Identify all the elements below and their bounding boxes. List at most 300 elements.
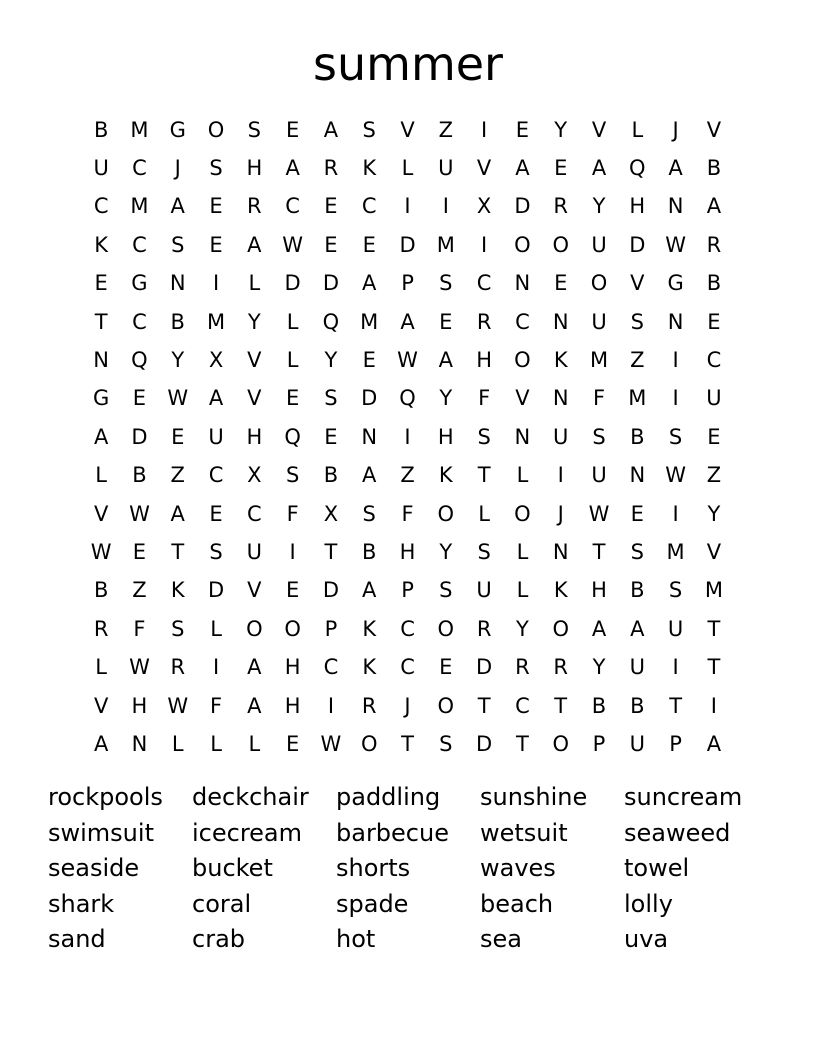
grid-letter: L	[286, 309, 299, 334]
grid-letter: M	[360, 309, 379, 334]
grid-letter: T	[477, 693, 491, 718]
grid-letter: W	[588, 501, 610, 526]
grid-letter: K	[94, 232, 109, 257]
grid-letter: M	[206, 309, 226, 334]
grid-letter: D	[284, 271, 301, 296]
grid-letter: I	[557, 463, 564, 488]
grid-letter: D	[361, 386, 378, 411]
grid-letter: E	[515, 117, 530, 142]
grid-letter: P	[669, 731, 682, 756]
grid-letter: L	[95, 655, 107, 680]
grid-letter: A	[438, 348, 453, 373]
grid-letter: L	[516, 539, 529, 564]
grid-letter: A	[591, 156, 607, 181]
grid-letter: H	[246, 424, 263, 449]
grid-letter: W	[167, 693, 189, 718]
grid-letter: Q	[284, 424, 301, 449]
grid-letter: R	[361, 693, 377, 718]
grid-letter: L	[248, 731, 261, 756]
grid-letter: T	[171, 539, 185, 564]
grid-letter: A	[591, 616, 607, 641]
grid-letter: S	[171, 232, 185, 257]
grid-letter: W	[397, 348, 418, 373]
grid-letter: U	[591, 463, 607, 488]
grid-letter: Q	[399, 386, 416, 411]
grid-letter: J	[404, 693, 411, 718]
grid-letter: T	[477, 463, 491, 488]
grid-letter: E	[94, 271, 108, 296]
grid-letter: I	[481, 117, 488, 142]
grid-letter: C	[247, 501, 262, 526]
grid-letter: G	[131, 271, 148, 296]
grid-letter: I	[710, 693, 717, 718]
grid-letter: Y	[592, 655, 606, 680]
grid-letter: I	[672, 348, 679, 373]
grid-letter: I	[327, 693, 335, 718]
grid-letter: W	[90, 539, 112, 564]
grid-letter: E	[285, 578, 300, 603]
grid-letter: A	[170, 194, 185, 219]
grid-letter: B	[706, 156, 722, 181]
grid-letter: R	[553, 194, 568, 219]
grid-letter: A	[630, 616, 645, 641]
grid-letter: L	[516, 463, 529, 488]
grid-letter: A	[93, 731, 109, 756]
word-list-item: coral	[192, 889, 252, 918]
grid-letter: R	[476, 309, 492, 334]
grid-letter: S	[439, 271, 453, 296]
grid-letter: J	[557, 501, 564, 526]
grid-letter: V	[247, 578, 262, 603]
grid-letter: L	[171, 731, 184, 756]
grid-letter: E	[554, 156, 568, 181]
grid-letter: O	[207, 117, 225, 142]
grid-letter: V	[93, 501, 109, 526]
word-list-item: hot	[336, 925, 376, 953]
grid-letter: Q	[629, 156, 646, 181]
grid-letter: M	[130, 117, 149, 142]
grid-letter: U	[591, 232, 607, 257]
grid-letter: T	[554, 693, 568, 718]
grid-letter: S	[477, 539, 491, 564]
grid-letter: H	[284, 655, 301, 680]
grid-letter: M	[704, 578, 723, 603]
grid-letter: C	[400, 616, 415, 641]
word-list-item: lolly	[624, 889, 673, 918]
word-list-item: icecream	[192, 818, 303, 847]
grid-letter: C	[323, 655, 339, 680]
grid-letter: K	[170, 578, 185, 603]
grid-letter: I	[404, 424, 411, 449]
grid-letter: V	[706, 539, 722, 564]
grid-letter: S	[668, 424, 683, 449]
page-title: summer	[313, 37, 503, 91]
grid-letter: Y	[324, 348, 338, 373]
word-list-item: bucket	[192, 854, 273, 882]
grid-letter: X	[323, 501, 339, 526]
grid-letter: D	[399, 232, 416, 257]
grid-letter: S	[247, 117, 261, 142]
grid-letter: E	[362, 232, 376, 257]
grid-letter: D	[476, 655, 493, 680]
grid-letter: F	[478, 386, 491, 411]
grid-letter: I	[672, 501, 679, 526]
grid-letter: A	[208, 386, 224, 411]
grid-letter: W	[320, 731, 342, 756]
grid-letter: I	[672, 655, 679, 680]
grid-letter: U	[208, 424, 224, 449]
grid-letter: K	[362, 616, 377, 641]
grid-letter: D	[131, 424, 148, 449]
word-list	[48, 780, 768, 958]
grid-letter: O	[437, 616, 455, 641]
grid-letter: R	[553, 655, 568, 680]
grid-letter: S	[439, 578, 453, 603]
grid-letter: B	[132, 463, 147, 488]
grid-letter: V	[706, 117, 722, 142]
grid-letter: G	[93, 386, 110, 411]
grid-letter: S	[209, 539, 223, 564]
grid-letter: E	[285, 117, 300, 142]
grid-letter: H	[629, 194, 646, 219]
letter-grid	[82, 111, 733, 764]
grid-letter: T	[669, 693, 683, 718]
grid-letter: B	[362, 539, 377, 564]
grid-letter: O	[514, 232, 531, 257]
word-list-item: shorts	[336, 854, 411, 882]
grid-letter: H	[437, 424, 454, 449]
grid-letter: H	[284, 693, 301, 718]
grid-letter: H	[476, 348, 493, 373]
grid-letter: D	[322, 578, 340, 603]
grid-letter: Y	[439, 386, 453, 411]
grid-letter: R	[323, 156, 339, 181]
grid-letter: L	[248, 271, 261, 296]
grid-letter: U	[706, 386, 722, 411]
grid-letter: W	[167, 386, 189, 411]
grid-letter: T	[592, 539, 606, 564]
grid-letter: O	[552, 232, 569, 257]
grid-letter: D	[514, 194, 531, 219]
grid-letter: N	[131, 731, 148, 756]
grid-letter: W	[665, 232, 686, 257]
grid-letter: V	[247, 386, 262, 411]
grid-letter: Q	[322, 309, 340, 334]
word-list-item: wetsuit	[480, 818, 568, 847]
grid-letter: M	[130, 194, 149, 219]
grid-letter: S	[592, 424, 606, 449]
grid-letter: E	[707, 424, 721, 449]
grid-letter: O	[437, 501, 455, 526]
grid-letter: C	[285, 194, 300, 219]
grid-letter: Y	[171, 348, 185, 373]
grid-letter: T	[707, 616, 721, 641]
grid-letter: P	[401, 578, 414, 603]
grid-letter: B	[706, 271, 722, 296]
grid-letter: K	[362, 156, 377, 181]
grid-letter: B	[323, 463, 339, 488]
grid-letter: N	[667, 194, 684, 219]
grid-letter: Z	[630, 348, 645, 373]
grid-letter: L	[478, 501, 490, 526]
word-list-item: sunshine	[480, 783, 588, 811]
grid-letter: O	[552, 731, 569, 756]
grid-letter: P	[401, 271, 414, 296]
grid-letter: A	[362, 578, 377, 603]
grid-letter: S	[324, 386, 338, 411]
grid-letter: T	[707, 655, 721, 680]
grid-letter: L	[210, 616, 222, 641]
grid-letter: W	[129, 501, 150, 526]
word-list-item: shark	[48, 889, 115, 918]
grid-letter: V	[630, 271, 645, 296]
word-list-item: paddling	[336, 783, 441, 811]
grid-letter: O	[552, 616, 569, 641]
grid-letter: C	[476, 271, 492, 296]
word-list-item: spade	[336, 889, 409, 918]
grid-letter: U	[667, 616, 684, 641]
grid-letter: Y	[554, 117, 568, 142]
grid-letter: P	[592, 731, 606, 756]
grid-letter: U	[476, 578, 492, 603]
grid-letter: L	[210, 731, 222, 756]
grid-letter: X	[476, 194, 492, 219]
grid-letter: A	[93, 424, 109, 449]
grid-letter: A	[247, 693, 262, 718]
word-list-item: suncream	[624, 783, 743, 811]
grid-letter: Z	[706, 463, 722, 488]
grid-letter: A	[323, 117, 339, 142]
grid-letter: M	[628, 386, 647, 411]
grid-letter: O	[514, 501, 531, 526]
grid-letter: A	[706, 731, 722, 756]
grid-letter: N	[514, 424, 531, 449]
grid-letter: V	[591, 117, 607, 142]
grid-letter: F	[401, 501, 414, 526]
grid-letter: C	[515, 693, 530, 718]
grid-letter: K	[362, 655, 377, 680]
grid-letter: I	[442, 194, 449, 219]
grid-letter: M	[666, 539, 685, 564]
word-list-item: seaside	[48, 854, 140, 882]
grid-letter: S	[630, 539, 644, 564]
grid-letter: O	[514, 348, 531, 373]
grid-letter: H	[131, 693, 148, 718]
grid-letter: L	[401, 156, 414, 181]
grid-letter: N	[93, 348, 109, 373]
grid-letter: E	[209, 501, 223, 526]
grid-letter: S	[209, 156, 223, 181]
grid-letter: S	[630, 309, 644, 334]
grid-letter: B	[591, 693, 607, 718]
grid-letter: A	[285, 156, 300, 181]
grid-letter: K	[553, 578, 568, 603]
grid-letter: Z	[132, 578, 147, 603]
grid-letter: T	[516, 731, 529, 756]
grid-letter: U	[629, 655, 645, 680]
grid-letter: X	[208, 348, 224, 373]
grid-letter: N	[552, 386, 569, 411]
grid-letter: I	[481, 232, 488, 257]
grid-letter: H	[399, 539, 416, 564]
grid-letter: V	[400, 117, 415, 142]
grid-letter: E	[324, 194, 338, 219]
grid-letter: C	[208, 463, 224, 488]
grid-letter: B	[630, 693, 645, 718]
grid-letter: A	[706, 194, 722, 219]
grid-letter: V	[515, 386, 530, 411]
grid-letter: N	[552, 309, 569, 334]
grid-letter: B	[93, 578, 109, 603]
grid-letter: J	[174, 156, 181, 181]
grid-letter: A	[362, 463, 377, 488]
grid-letter: S	[362, 501, 376, 526]
grid-letter: D	[207, 578, 225, 603]
grid-letter: R	[93, 616, 109, 641]
word-list-item: sea	[480, 925, 522, 953]
grid-letter: E	[209, 232, 223, 257]
grid-letter: V	[476, 156, 492, 181]
grid-letter: L	[631, 117, 644, 142]
grid-letter: E	[439, 309, 453, 334]
grid-letter: F	[286, 501, 299, 526]
grid-letter: L	[95, 463, 107, 488]
grid-letter: R	[247, 194, 262, 219]
grid-letter: X	[247, 463, 262, 488]
grid-letter: E	[439, 655, 453, 680]
grid-letter: U	[438, 156, 454, 181]
word-list-item: waves	[480, 854, 556, 882]
grid-letter: G	[169, 117, 186, 142]
grid-letter: S	[668, 578, 683, 603]
grid-letter: F	[209, 693, 223, 718]
grid-letter: R	[476, 616, 492, 641]
grid-letter: Z	[438, 117, 454, 142]
grid-letter: L	[286, 348, 299, 373]
word-list-item: swimsuit	[48, 818, 154, 847]
word-list-item: crab	[192, 925, 246, 953]
grid-letter: O	[246, 616, 263, 641]
grid-letter: G	[667, 271, 684, 296]
grid-letter: U	[629, 731, 645, 756]
grid-letter: E	[554, 271, 568, 296]
grid-letter: M	[436, 232, 455, 257]
grid-letter: D	[476, 731, 493, 756]
grid-letter: R	[170, 655, 186, 680]
grid-letter: T	[324, 539, 338, 564]
grid-letter: I	[212, 271, 220, 296]
grid-letter: L	[516, 578, 529, 603]
grid-letter: I	[212, 655, 220, 680]
grid-letter: E	[285, 731, 300, 756]
grid-letter: U	[93, 156, 109, 181]
word-list-item: towel	[624, 854, 690, 882]
grid-letter: H	[246, 156, 263, 181]
grid-letter: Y	[516, 616, 529, 641]
grid-letter: I	[289, 539, 296, 564]
grid-letter: C	[515, 309, 530, 334]
grid-letter: M	[589, 348, 609, 373]
grid-letter: D	[322, 271, 340, 296]
grid-letter: E	[324, 232, 338, 257]
grid-letter: K	[553, 348, 568, 373]
grid-letter: N	[514, 271, 531, 296]
word-list-item: deckchair	[192, 783, 309, 811]
grid-letter: V	[247, 348, 262, 373]
grid-letter: B	[93, 117, 109, 142]
grid-letter: W	[129, 655, 150, 680]
grid-letter: V	[93, 693, 109, 718]
grid-letter: D	[629, 232, 646, 257]
grid-letter: C	[706, 348, 722, 373]
grid-letter: N	[169, 271, 186, 296]
grid-letter: A	[515, 156, 530, 181]
grid-letter: C	[132, 156, 147, 181]
grid-letter: F	[592, 386, 606, 411]
grid-letter: O	[437, 693, 455, 718]
grid-letter: U	[553, 424, 569, 449]
grid-letter: E	[171, 424, 185, 449]
grid-letter: E	[324, 424, 338, 449]
grid-letter: A	[400, 309, 415, 334]
grid-letter: I	[404, 194, 411, 219]
grid-letter: B	[170, 309, 185, 334]
grid-letter: R	[706, 232, 722, 257]
grid-letter: O	[360, 731, 378, 756]
grid-letter: P	[324, 616, 338, 641]
grid-letter: O	[590, 271, 608, 296]
grid-letter: I	[672, 386, 679, 411]
grid-letter: C	[361, 194, 377, 219]
grid-letter: R	[515, 655, 530, 680]
grid-letter: U	[591, 309, 607, 334]
grid-letter: Z	[170, 463, 185, 488]
word-list-item: barbecue	[336, 818, 449, 847]
grid-letter: E	[132, 539, 147, 564]
grid-letter: O	[284, 616, 301, 641]
grid-letter: T	[401, 731, 414, 756]
word-list-item: beach	[480, 889, 554, 918]
grid-letter: J	[672, 117, 679, 142]
grid-letter: Z	[400, 463, 415, 488]
grid-letter: C	[132, 309, 147, 334]
grid-letter: C	[93, 194, 109, 219]
grid-letter: W	[282, 232, 304, 257]
word-list-item: seaweed	[624, 818, 731, 847]
grid-letter: S	[171, 616, 185, 641]
grid-letter: K	[438, 463, 453, 488]
grid-letter: T	[94, 309, 108, 334]
grid-letter: Q	[131, 348, 148, 373]
grid-letter: S	[439, 731, 453, 756]
grid-letter: H	[591, 578, 607, 603]
grid-letter: N	[629, 463, 646, 488]
grid-letter: Y	[707, 501, 721, 526]
word-list-item: uva	[624, 925, 669, 953]
grid-letter: U	[246, 539, 263, 564]
grid-letter: E	[630, 501, 644, 526]
grid-letter: Y	[439, 539, 453, 564]
grid-letter: B	[630, 578, 645, 603]
grid-letter: E	[209, 194, 223, 219]
grid-letter: S	[285, 463, 300, 488]
grid-letter: Y	[592, 194, 606, 219]
grid-letter: N	[667, 309, 684, 334]
grid-letter: A	[668, 156, 683, 181]
word-list-item: sand	[48, 925, 106, 953]
grid-letter: N	[552, 539, 569, 564]
grid-letter: B	[630, 424, 645, 449]
